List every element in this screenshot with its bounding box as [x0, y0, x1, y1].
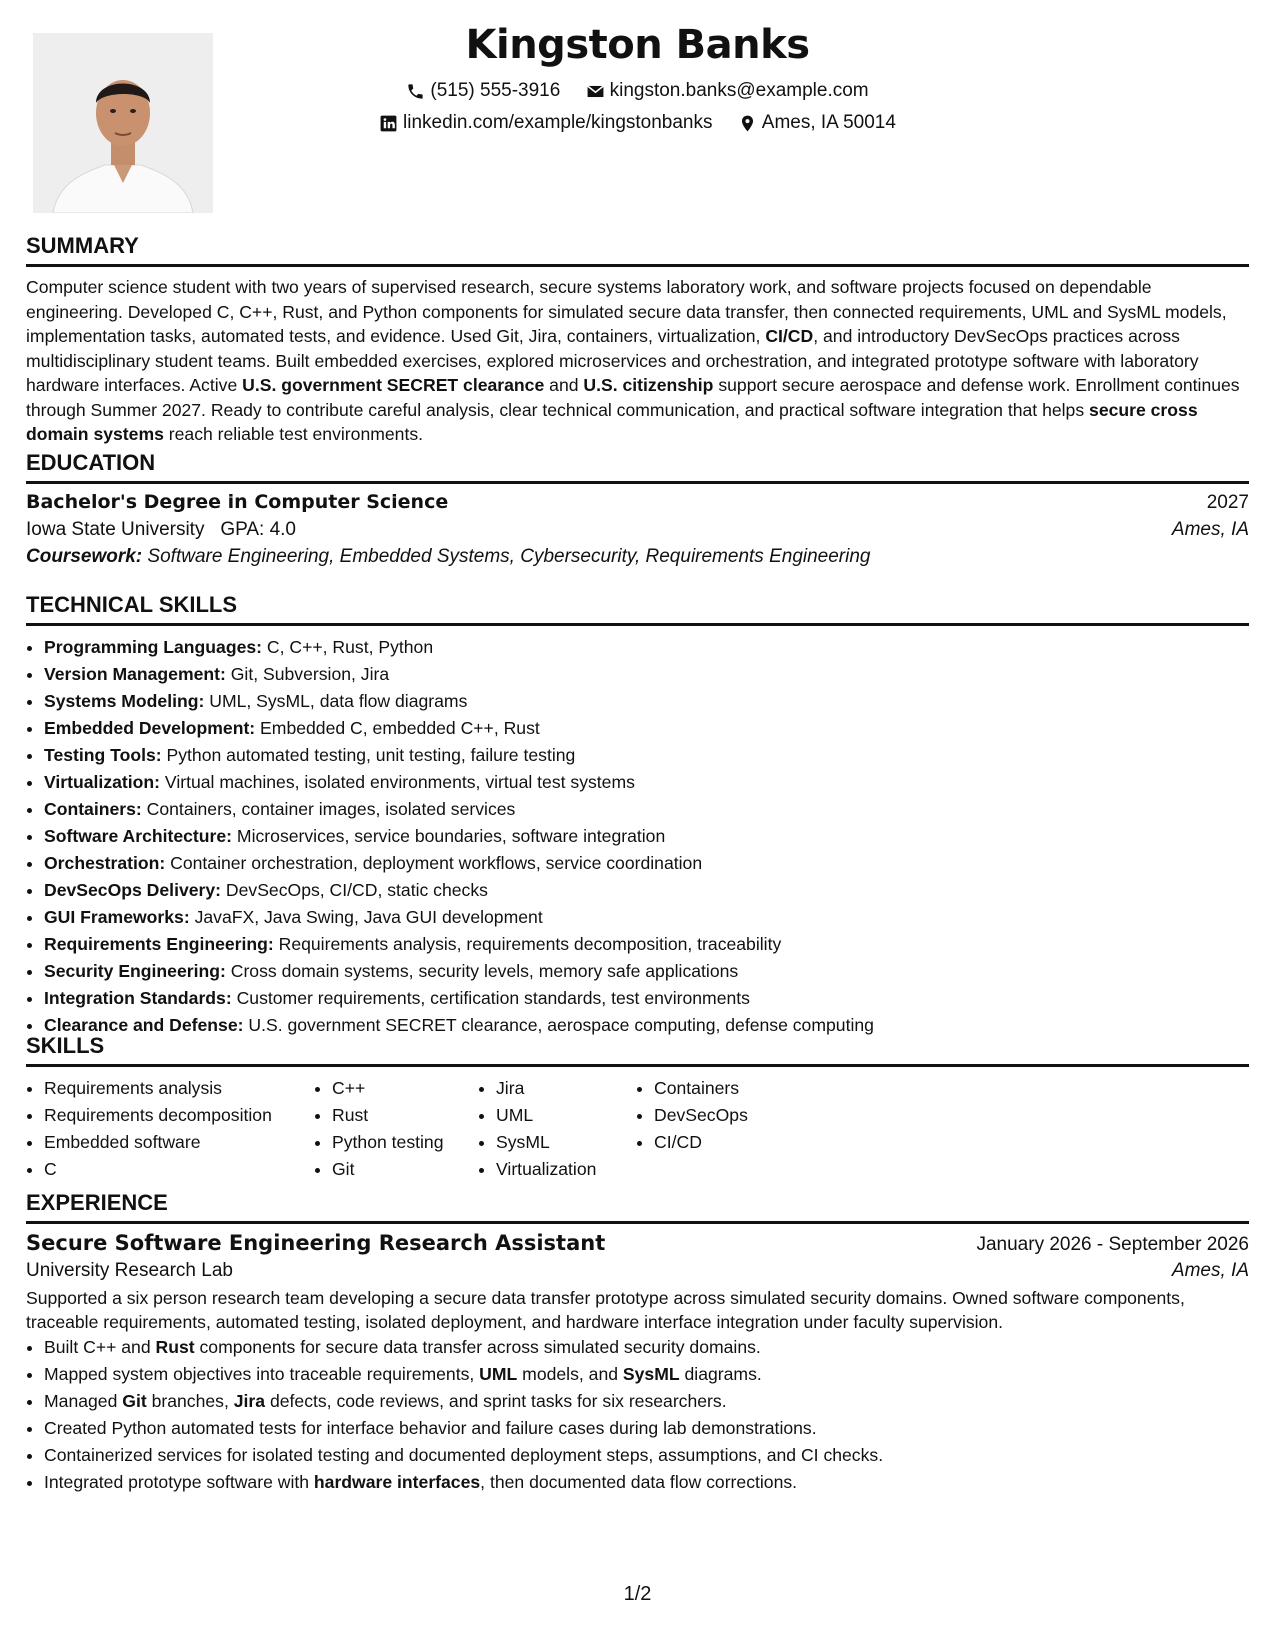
list-item: • Testing Tools: Python automated testing, unit testing, failure testing	[44, 742, 1249, 769]
list-item: • Embedded software	[44, 1129, 314, 1156]
list-item: • C	[44, 1156, 314, 1183]
linkedin-contact[interactable]	[379, 112, 712, 134]
skills-section	[26, 1033, 1249, 1183]
skills-heading: SKILLS	[26, 1033, 1249, 1067]
list-item: • Managed Git branches, Jira defects, code reviews, and sprint tasks for six researchers.	[44, 1388, 1249, 1415]
school-line	[26, 519, 296, 541]
list-item: • Containerized services for isolated testing and documented deployment steps, assumptions, and CI checks.	[44, 1442, 1249, 1469]
job-title: Secure Software Engineering Research Assistant	[26, 1231, 606, 1255]
list-item: • Clearance and Defense: U.S. government SECRET clearance, aerospace computing, defense computing	[44, 1012, 1249, 1039]
skills-column-4	[636, 1075, 814, 1183]
education-row-1	[26, 491, 1249, 514]
list-item: • Python testing	[332, 1129, 478, 1156]
list-item: • Security Engineering: Cross domain systems, security levels, memory safe applications	[44, 958, 1249, 985]
list-item: • Rust	[332, 1102, 478, 1129]
list-item: • Requirements decomposition	[44, 1102, 314, 1129]
list-item: • Integration Standards: Customer requirements, certification standards, test environments	[44, 985, 1249, 1012]
list-item: • Requirements Engineering: Requirements analysis, requirements decomposition, traceability	[44, 931, 1249, 958]
skills-grid	[26, 1075, 1249, 1183]
education-section	[26, 450, 1249, 568]
page-number: 1/2	[623, 1583, 652, 1605]
organization: University Research Lab	[26, 1260, 233, 1281]
experience-heading: EXPERIENCE	[26, 1190, 1249, 1224]
phone-contact[interactable]	[406, 80, 560, 102]
experience-section	[26, 1190, 1249, 1496]
list-item: • Orchestration: Container orchestration, deployment workflows, service coordination	[44, 850, 1249, 877]
list-item: • Virtualization: Virtual machines, isolated environments, virtual test systems	[44, 769, 1249, 796]
list-item: • UML	[496, 1102, 636, 1129]
candidate-name: Kingston Banks	[465, 22, 810, 68]
education-heading: EDUCATION	[26, 450, 1249, 484]
graduation-year: 2027	[1206, 492, 1249, 513]
technical-skills-heading: TECHNICAL SKILLS	[26, 592, 1249, 626]
list-item: • Virtualization	[496, 1156, 636, 1183]
list-item: • Integrated prototype software with hardware interfaces, then documented data flow corrections.	[44, 1469, 1249, 1496]
email-contact[interactable]	[586, 80, 869, 102]
list-item: • Systems Modeling: UML, SysML, data flow diagrams	[44, 688, 1249, 715]
school-name: Iowa State University	[26, 519, 205, 540]
list-item: • Programming Languages: C, C++, Rust, Python	[44, 634, 1249, 661]
skills-column-2	[314, 1075, 478, 1183]
skills-column-3	[478, 1075, 636, 1183]
list-item: • CI/CD	[654, 1129, 814, 1156]
location-contact	[738, 112, 896, 134]
envelope-icon	[586, 82, 605, 101]
summary-section	[26, 233, 1249, 447]
list-item: • Containers	[654, 1075, 814, 1102]
list-item: • Built C++ and Rust components for secure data transfer across simulated security domains.	[44, 1334, 1249, 1361]
technical-skills-list	[26, 634, 1249, 1039]
skills-column-1	[26, 1075, 314, 1183]
coursework-label: Coursework:	[26, 546, 143, 567]
linkedin-icon	[379, 114, 398, 133]
list-item: • Git	[332, 1156, 478, 1183]
coursework-list: Software Engineering, Embedded Systems, Cybersecurity, Requirements Engineering	[142, 546, 871, 567]
contact-row-2	[0, 112, 1275, 139]
list-item: • DevSecOps	[654, 1102, 814, 1129]
list-item: • Version Management: Git, Subversion, Jira	[44, 661, 1249, 688]
linkedin-text: linkedin.com/example/kingstonbanks	[403, 112, 713, 133]
list-item: • Jira	[496, 1075, 636, 1102]
job-dates: January 2026 - September 2026	[976, 1234, 1249, 1255]
job-description: Supported a six person research team developing a secure data transfer prototype across simulated security domains. Owned software components, traceable requirements, automated testing, isolated deployment, and hardware interface integration under faculty supervision.	[26, 1288, 1185, 1332]
list-item: • Containers: Containers, container images, isolated services	[44, 796, 1249, 823]
summary-heading: SUMMARY	[26, 233, 1249, 267]
school-location: Ames, IA	[1171, 519, 1249, 540]
map-pin-icon	[738, 114, 757, 133]
degree-title: Bachelor's Degree in Computer Science	[26, 491, 449, 513]
summary-paragraph: Computer science student with two years of supervised research, secure systems laboratory work, and software projects focused on dependable engineering. Developed C, C++, Rust, and Python components for simulated secure data transfer, then connected requirements, UML and SysML models, implementation tasks, automated tests, and evidence. Used Git, Jira, containers, virtualization, CI/CD, and introductory DevSecOps practices across multidisciplinary student teams. Built embedded exercises, explored microservices and orchestration, and integrated prototype software with laboratory hardware interfaces. Active U.S. government SECRET clearance and U.S. citizenship support secure aerospace and defense work. Enrollment continues through Summer 2027. Ready to contribute careful analysis, clear technical communication, and practical software integration that helps secure cross domain systems reach reliable test environments.	[26, 277, 1240, 444]
phone-icon	[406, 82, 425, 101]
experience-bullets	[26, 1334, 1249, 1496]
list-item: • C++	[332, 1075, 478, 1102]
phone-text: (515) 555-3916	[430, 80, 561, 101]
technical-skills-section	[26, 592, 1249, 1039]
list-item: • DevSecOps Delivery: DevSecOps, CI/CD, static checks	[44, 877, 1249, 904]
list-item: • Software Architecture: Microservices, service boundaries, software integration	[44, 823, 1249, 850]
list-item: • Created Python automated tests for interface behavior and failure cases during lab demonstrations.	[44, 1415, 1249, 1442]
contact-row-1	[0, 80, 1275, 107]
education-row-2	[26, 519, 1249, 541]
list-item: • Requirements analysis	[44, 1075, 314, 1102]
coursework-line	[26, 546, 1249, 568]
experience-row-1	[26, 1231, 1249, 1256]
experience-row-2	[26, 1260, 1249, 1282]
gpa: GPA: 4.0	[220, 519, 296, 540]
list-item: • Embedded Development: Embedded C, embedded C++, Rust	[44, 715, 1249, 742]
list-item: • GUI Frameworks: JavaFX, Java Swing, Java GUI development	[44, 904, 1249, 931]
email-text: kingston.banks@example.com	[609, 80, 869, 101]
list-item: • SysML	[496, 1129, 636, 1156]
list-item: • Mapped system objectives into traceable requirements, UML models, and SysML diagrams.	[44, 1361, 1249, 1388]
location-text: Ames, IA 50014	[761, 112, 896, 133]
job-location: Ames, IA	[1171, 1260, 1249, 1281]
